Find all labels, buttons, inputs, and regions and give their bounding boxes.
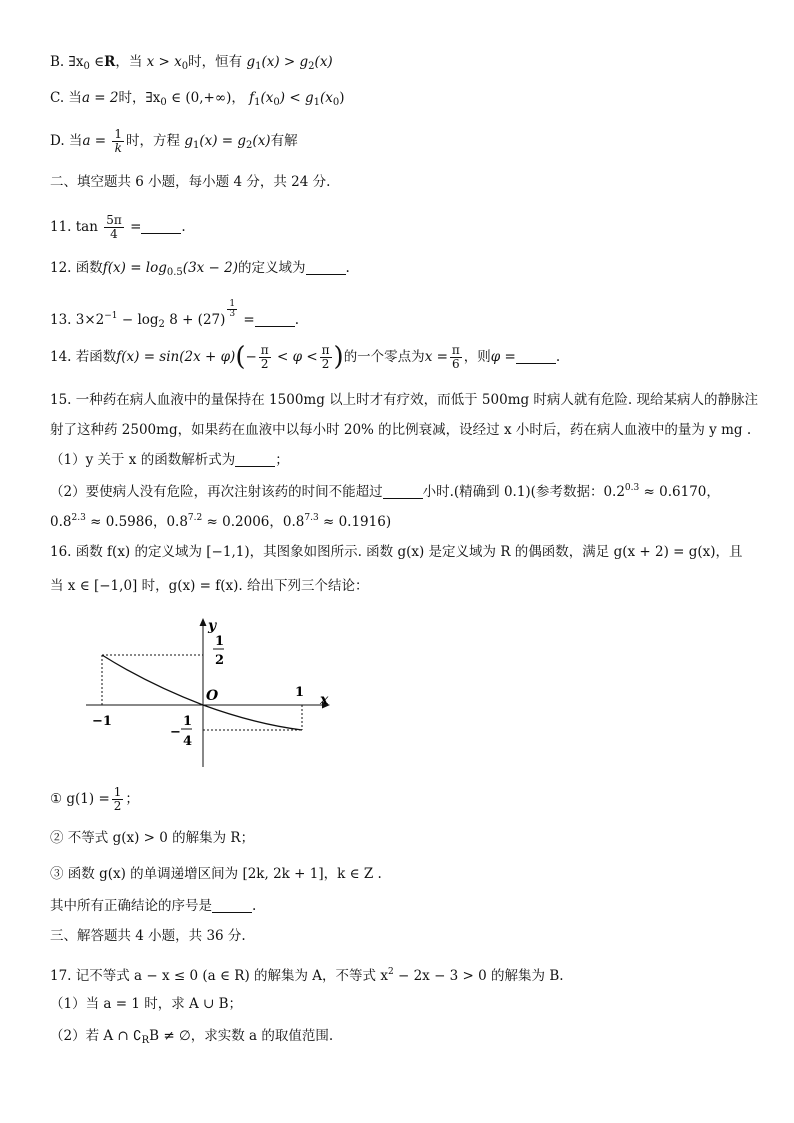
- conclusion-1: ① g(1) = $\frac{1}{2}$ ；: [50, 785, 139, 813]
- option-d: D. 当a = $\frac{1}{k}$ 时，方程 $g_1(x) = g_2(x)$有解: [50, 127, 298, 155]
- section-3-heading: 三、解答题共 4 小题，共 36 分.: [50, 928, 246, 944]
- fraction: $\frac{1}{2}$: [113, 785, 122, 813]
- answer-blank: [383, 484, 423, 499]
- question-14: 14. 若函数f(x) = sin(2x + φ)(− $\frac{\pi}{2}$ < φ < $\frac{\pi}{2}$ )的一个零点为x = $\frac{\pi}{6}$ ，则φ = .: [50, 342, 561, 372]
- question-12: 12. 函数$f(x) = \log_{0.5}(3x - 2)$的定义域为 .: [50, 260, 350, 278]
- fraction: $\frac{1}{k}$: [114, 127, 123, 155]
- conclusion-2: ② 不等式 g(x) > 0 的解集为 R；: [50, 830, 255, 846]
- y-axis-arrow: [200, 618, 207, 626]
- question-15-part-1: （1）y 关于 x 的函数解析式为 ；: [50, 452, 289, 468]
- fraction: $\frac{5\pi}{4}$: [106, 213, 122, 241]
- question-15-reference-data: $0.8^{2.3} \approx 0.5986$，$0.8^{7.2} \approx 0.2006$，$0.8^{7.3} \approx 0.1916$): [50, 513, 392, 530]
- answer-blank: [141, 219, 181, 234]
- fraction: $\frac{\pi}{2}$: [321, 343, 330, 371]
- answer-blank: [255, 312, 295, 327]
- option-b: B. $\exists x_0$ ∈R，当 $x > x_0$时，恒有 $g_1(x) > g_2(x)$: [50, 54, 333, 72]
- answer-blank: [516, 349, 556, 364]
- option-c: C. 当a = 2时，$\exists x_0$ ∈ (0,+∞)， $f_1(x_0) < g_1(x_0)$: [50, 90, 345, 108]
- question-16-line-2: 当 x ∈ [−1,0] 时，g(x) = f(x). 给出下列三个结论：: [50, 578, 369, 594]
- question-17: 17. 记不等式 a − x ≤ 0 (a ∈ R) 的解集为 A，不等式 $x^2 - 2x - 3 > 0$ 的解集为 B.: [50, 967, 564, 984]
- origin-label: O: [206, 688, 219, 704]
- tick-neg-one: −1: [92, 714, 112, 729]
- x-label: x: [320, 692, 329, 708]
- question-17-part-1: （1）当 a = 1 时，求 A ∪ B；: [50, 996, 243, 1012]
- answer-blank: [306, 260, 346, 275]
- question-17-part-2: （2）若 A ∩ $∁_RB$ ≠ ∅，求实数 a 的取值范围.: [50, 1028, 334, 1046]
- question-16-ask: 其中所有正确结论的序号是 .: [50, 898, 257, 914]
- function-curve: [102, 655, 305, 730]
- quarter-numerator: 1: [183, 714, 193, 729]
- tick-one: 1: [295, 685, 305, 700]
- question-11: 11. tan $\frac{5\pi}{4}$ = .: [50, 213, 186, 241]
- question-15-line-2: 射了这种药 2500mg，如果药在血液中以每小时 20% 的比例衰减，设经过 x 小时后，药在病人血液中的量为 y mg .: [50, 422, 752, 438]
- answer-blank: [235, 452, 275, 467]
- fraction: $\frac{\pi}{2}$: [260, 343, 269, 371]
- y-label: y: [208, 618, 217, 634]
- question-15-line-1: 15. 一种药在病人血液中的量保持在 1500mg 以上时才有疗效，而低于 500mg 时病人就有危险. 现给某病人的静脉注: [50, 392, 759, 408]
- fraction: $\frac{\pi}{6}$: [451, 343, 460, 371]
- quarter-denominator: 4: [183, 734, 193, 749]
- section-2-heading: 二、填空题共 6 小题，每小题 4 分，共 24 分.: [50, 174, 331, 190]
- exponent-fraction: $\frac{1}{3}$: [229, 299, 236, 319]
- half-denominator: 2: [215, 653, 225, 668]
- question-16-line-1: 16. 函数 f(x) 的定义域为 [−1,1)，其图象如图所示. 函数 g(x) 是定义域为 R 的偶函数，满足 g(x + 2) = g(x)，且: [50, 544, 743, 560]
- question-13: 13. $3\times 2^{-1} - \log_2 8 + (27)$ $\frac{1}{3}$ = .: [50, 299, 300, 330]
- answer-blank: [212, 898, 252, 913]
- function-graph: [80, 612, 340, 772]
- question-15-part-2: （2）要使病人没有危险，再次注射该药的时间不能超过 小时.(精确到 0.1)(参考数据：$0.2^{0.3} \approx 0.6170$，: [50, 483, 720, 500]
- conclusion-3: ③ 函数 g(x) 的单调递增区间为 [2k, 2k + 1]，k ∈ Z .: [50, 866, 382, 882]
- half-numerator: 1: [215, 634, 225, 649]
- quarter-sign: −: [170, 725, 181, 740]
